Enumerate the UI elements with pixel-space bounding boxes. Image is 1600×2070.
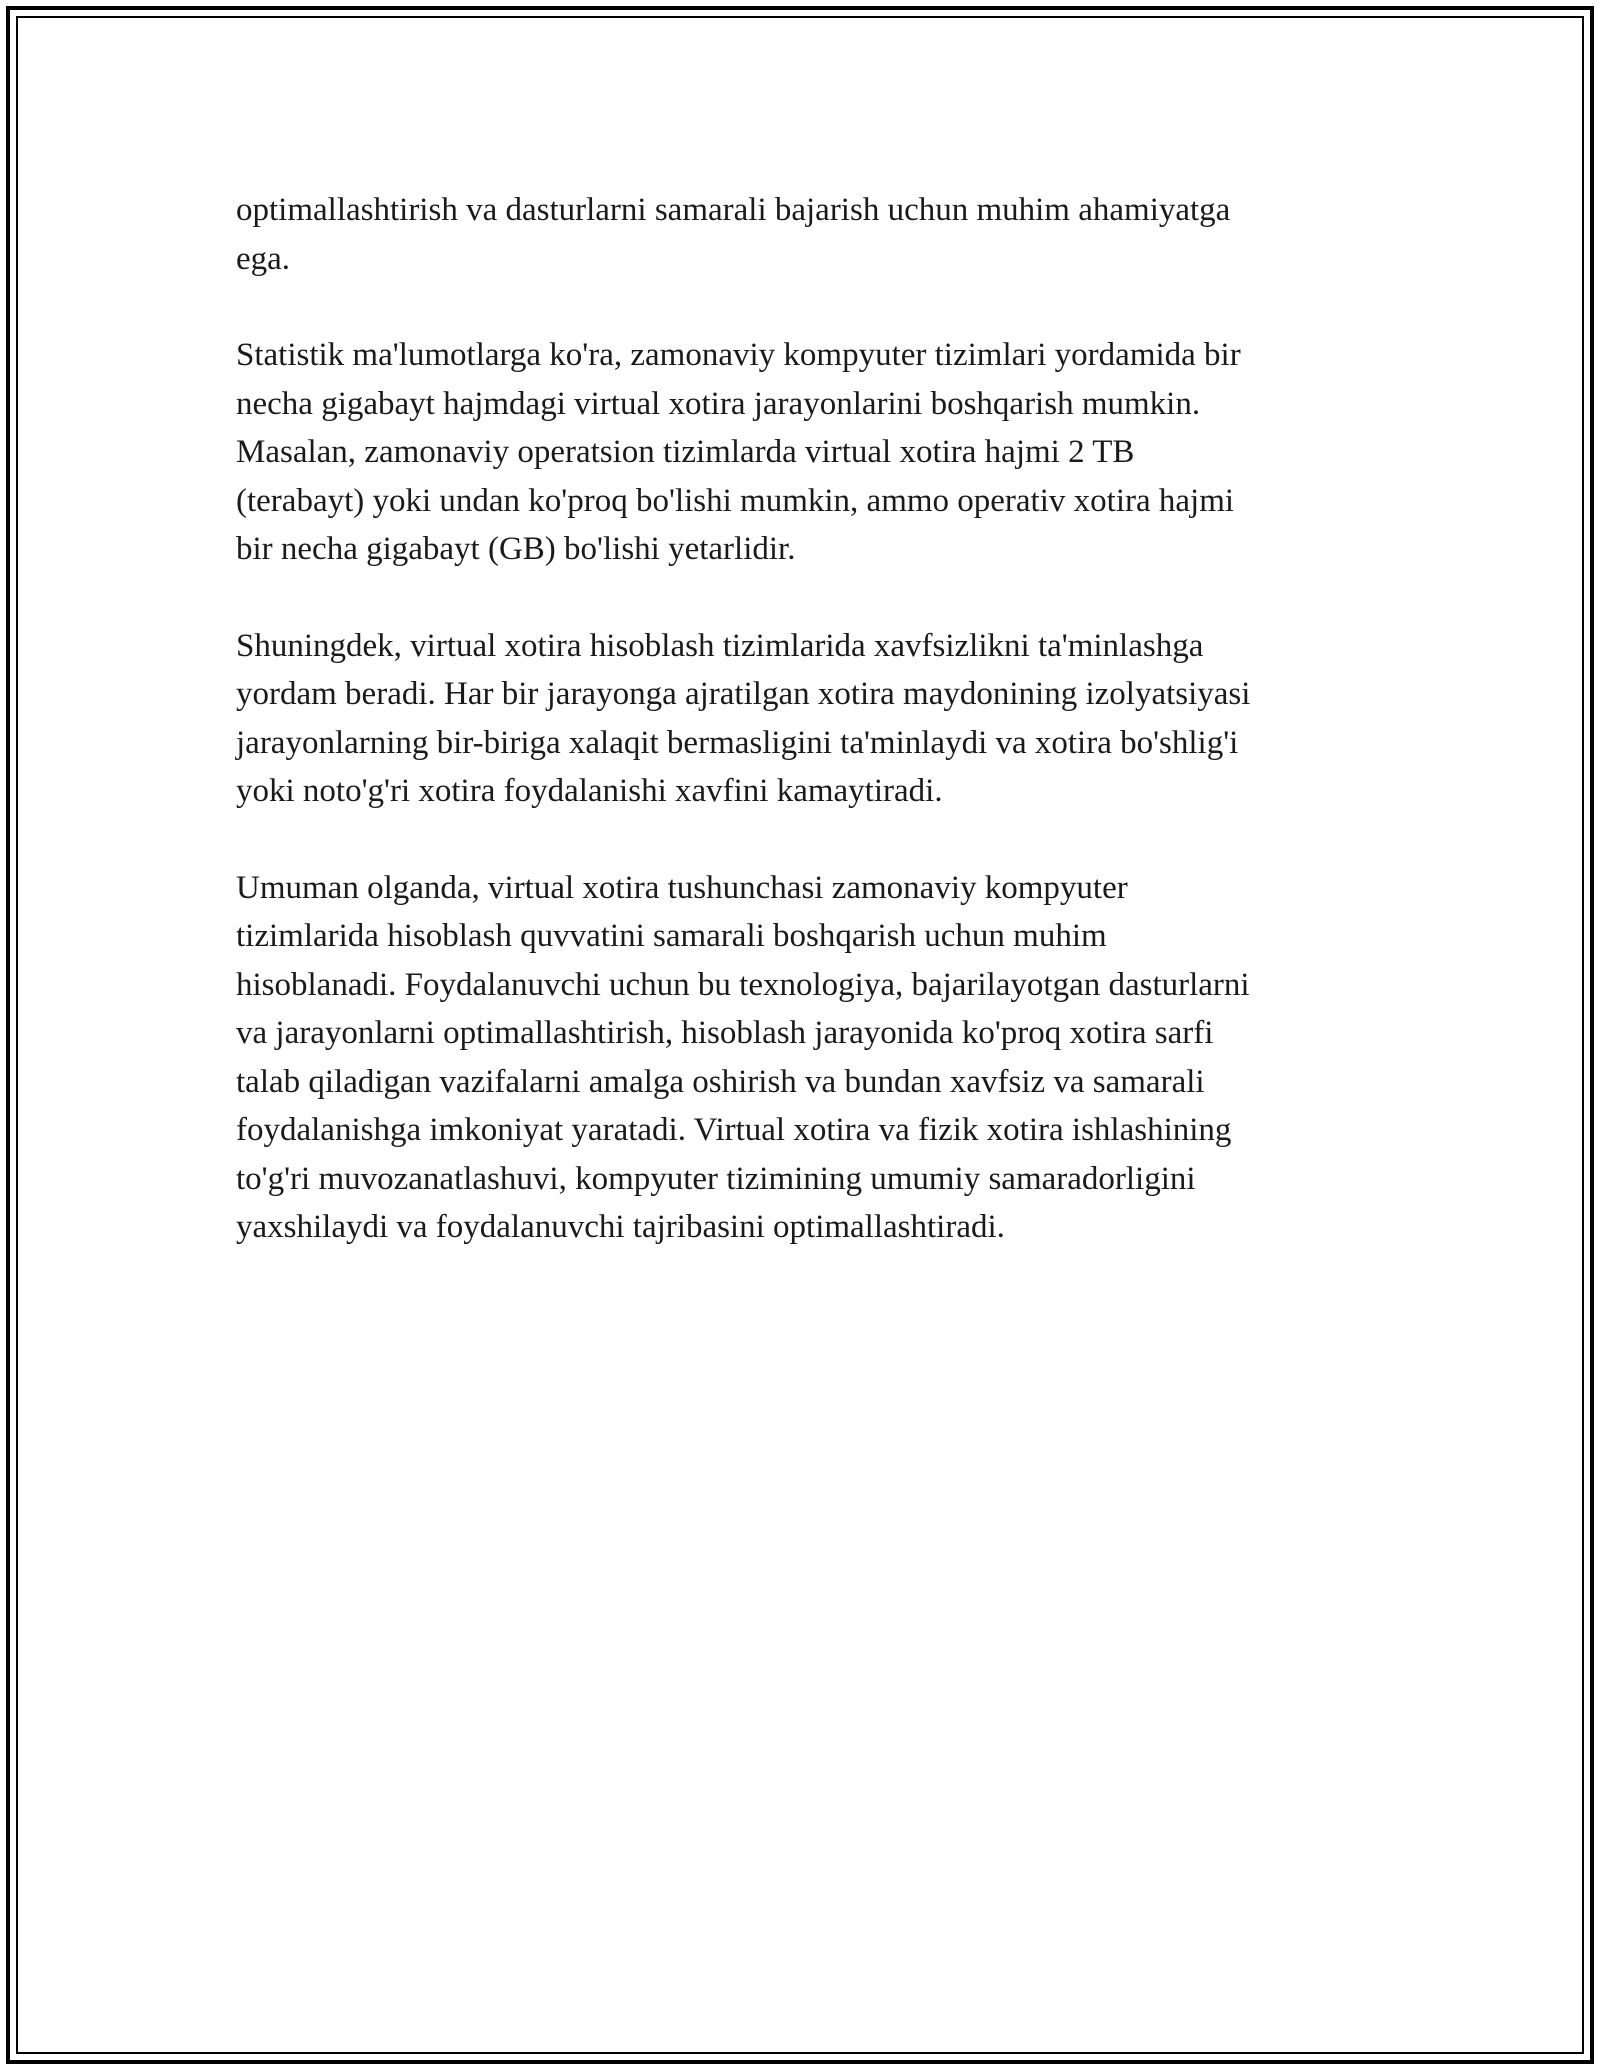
document-body — [236, 186, 1376, 1300]
paragraph-conclusion: Umuman olganda, virtual xotira tushunchasi zamonaviy kompyuter tizimlarida hisoblash quvvatini samarali boshqarish uchun muhim hisoblanadi. Foydalanuvchi uchun bu texnologiya, bajarilayotgan dasturlarni va jarayonlarni optimallashtirish, hisoblash jarayonida ko'proq xotira sarfi talab qiladigan vazifalarni amalga oshirish va bundan xavfsiz va samarali foydalanishga imkoniyat yaratadi. Virtual xotira va fizik xotira ishlashining to'g'ri muvozanatlashuvi, kompyuter tizimining umumiy samaradorligini yaxshilaydi va foydalanuvchi tajribasini optimallashtiradi. — [236, 869, 1250, 1245]
paragraph-continuation: optimallashtirish va dasturlarni samarali bajarish uchun muhim ahamiyatga ega. — [236, 192, 1231, 277]
paragraph-statistics: Statistik ma'lumotlarga ko'ra, zamonaviy kompyuter tizimlari yordamida bir necha gigabayt hajmdagi virtual xotira jarayonlarini boshqarish mumkin. Masalan, zamonaviy operatsion tizimlarda virtual xotira hajmi 2 TB (terabayt) yoki undan ko'proq bo'lishi mumkin, ammo operativ xotira hajmi bir necha gigabayt (GB) bo'lishi yetarlidir. — [236, 337, 1241, 567]
paragraph-security: Shuningdek, virtual xotira hisoblash tizimlarida xavfsizlikni ta'minlashga yordam beradi. Har bir jarayonga ajratilgan xotira maydonining izolyatsiyasi jarayonlarning bir-biriga xalaqit bermasligini ta'minlaydi va xotira bo'shlig'i yoki noto'g'ri xotira foydalanishi xavfini kamaytiradi. — [236, 627, 1251, 809]
